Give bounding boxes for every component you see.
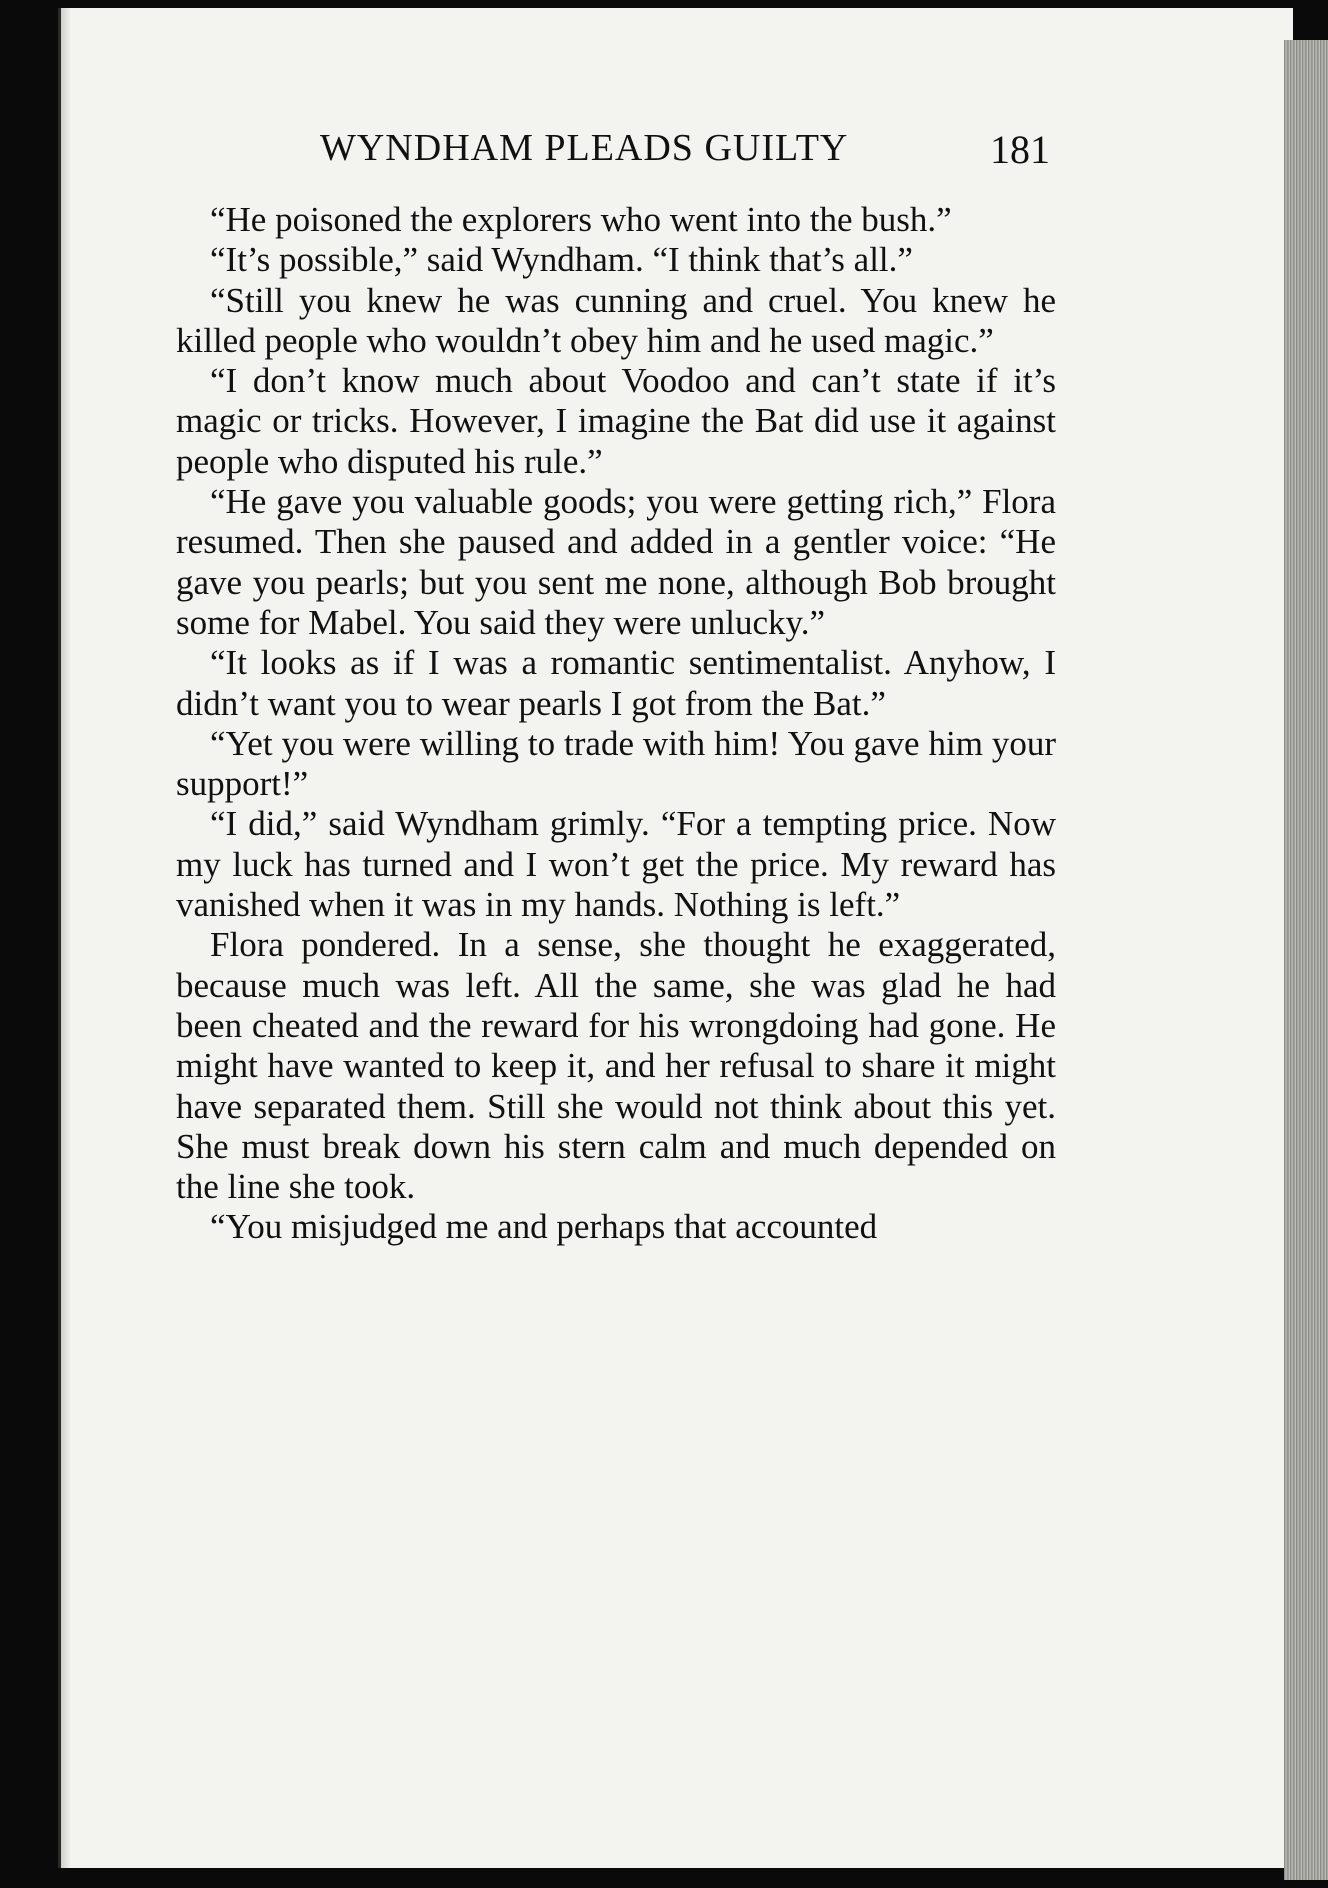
page-edges (1284, 40, 1328, 1880)
body-text (176, 200, 1056, 1248)
page-header (320, 126, 1050, 186)
paragraph: “I don’t know much about Voodoo and can’t state if it’s magic or tricks. However, I imagine the Bat did use it against people who disputed his rule.” (176, 361, 1056, 481)
running-head: WYNDHAM PLEADS GUILTY (320, 127, 849, 169)
paragraph: Flora pondered. In a sense, she thought he exaggerated, because much was left. All the same, she was glad he had been cheated and the reward for his wrongdoing had gone. He might have wanted to keep it, and her refusal to share it might have separated them. Still she would not think about this yet. She must break down his stern calm and much depended on the line she took. (176, 925, 1056, 1207)
paragraph: “It looks as if I was a romantic sentimentalist. Anyhow, I didn’t want you to wear pearls I got from the Bat.” (176, 643, 1056, 723)
page-gutter-shadow (61, 8, 71, 1868)
paragraph: “Yet you were willing to trade with him! You gave him your support!” (176, 723, 1056, 804)
paragraph: “You misjudged me and perhaps that accounted (210, 1207, 878, 1247)
page-number: 181 (990, 127, 1050, 172)
paragraph: “It’s possible,” said Wyndham. “I think that’s all.” (210, 240, 913, 280)
paragraph: “He gave you valuable goods; you were getting rich,” Flora resumed. Then she paused and added in a gentler voice: “He gave you pearls; but you sent me none, although Bob brought some for Mabel. You said they were unlucky.” (176, 482, 1056, 642)
paragraph: “He poisoned the explorers who went into the bush.” (210, 200, 952, 239)
paragraph: “Still you knew he was cunning and cruel. You knew he killed people who wouldn’t obey him and he used magic.” (176, 280, 1056, 360)
paragraph: “I did,” said Wyndham grimly. “For a tempting price. Now my luck has turned and I won’t get the price. My reward has vanished when it was in my hands. Nothing is left.” (176, 804, 1056, 925)
